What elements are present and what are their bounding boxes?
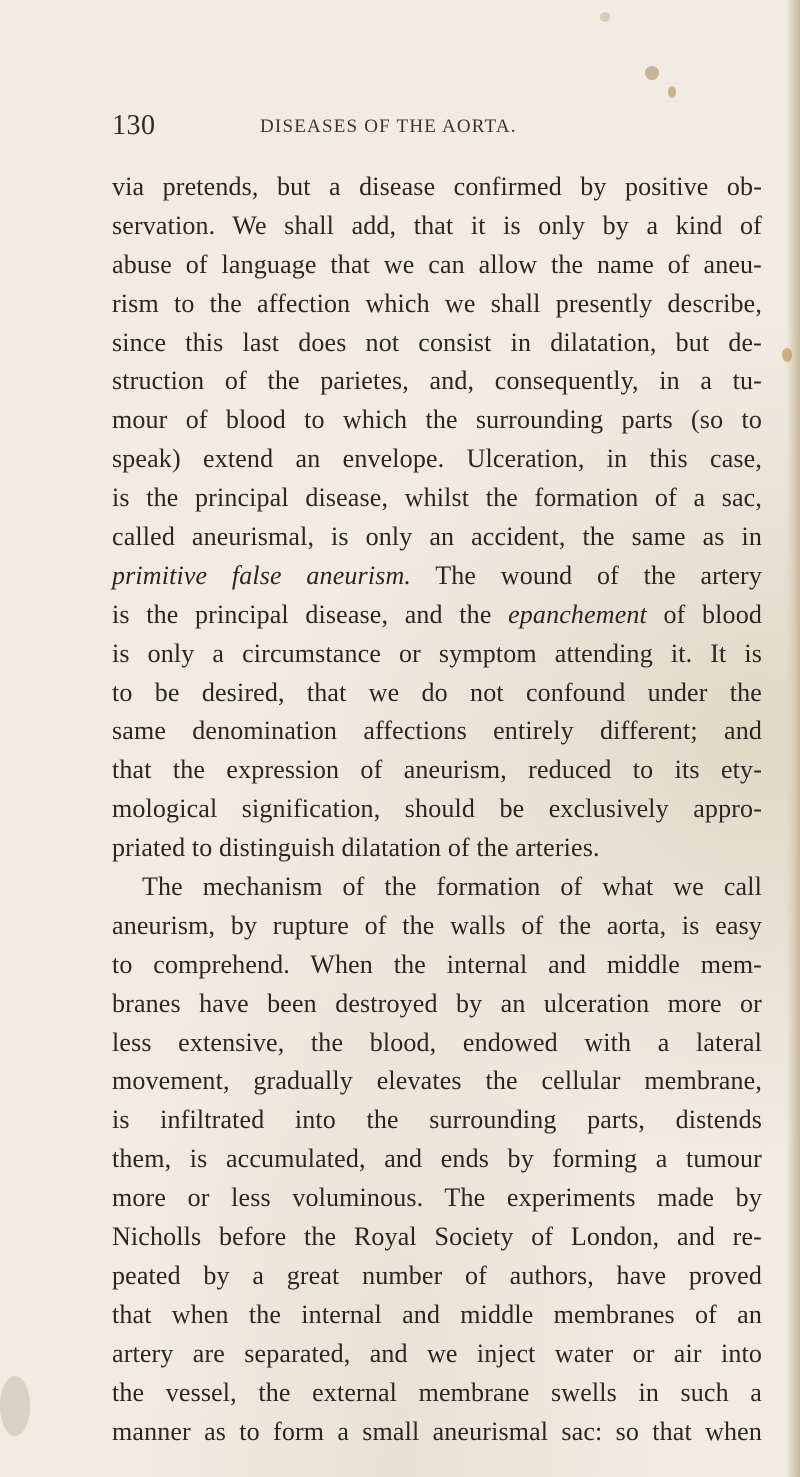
- text-fragment: The wound of the artery: [411, 560, 762, 590]
- text-line: Nicholls before the Royal Society of London, and re-: [112, 1222, 762, 1252]
- running-head: [112, 106, 752, 146]
- italic-term: epanchement: [508, 599, 647, 629]
- text-fragment: is the principal disease, and the: [112, 599, 509, 629]
- text-line: that when the internal and middle membranes of an: [112, 1299, 762, 1329]
- text-line: peated by a great number of authors, have proved: [112, 1260, 762, 1290]
- text-line: branes have been destroyed by an ulceration more or: [112, 988, 762, 1018]
- text-line: aneurism, by rupture of the walls of the aorta, is easy: [112, 910, 762, 940]
- text-line: them, is accumulated, and ends by forming a tumour: [112, 1144, 762, 1174]
- italic-term: primitive false aneurism.: [112, 560, 412, 590]
- text-line: speak) extend an envelope. Ulceration, in this case,: [112, 444, 762, 474]
- foxing-spot: [668, 86, 676, 98]
- text-line: [112, 557, 762, 596]
- text-line: more or less voluminous. The experiments made by: [112, 1183, 762, 1213]
- text-line: priated to distinguish dilatation of the arteries.: [112, 833, 600, 863]
- text-line: abuse of language that we can allow the name of aneu-: [112, 249, 762, 279]
- foxing-spot: [0, 1376, 30, 1436]
- text-line: to comprehend. When the internal and middle mem-: [112, 949, 762, 979]
- text-line: is infiltrated into the surrounding parts, distends: [112, 1105, 762, 1135]
- text-line: is the principal disease, whilst the formation of a sac,: [112, 483, 762, 513]
- text-line: that the expression of aneurism, reduced to its ety-: [112, 755, 762, 785]
- text-line: struction of the parietes, and, consequently, in a tu-: [112, 366, 762, 396]
- text-line: movement, gradually elevates the cellular membrane,: [112, 1066, 762, 1096]
- text-line: called aneurismal, is only an accident, the same as in: [112, 522, 762, 552]
- text-line: [112, 596, 762, 635]
- text-line: via pretends, but a disease confirmed by positive ob-: [112, 172, 762, 201]
- body-text: [112, 168, 762, 1451]
- page-edge-shadow: [786, 0, 800, 1477]
- text-line: artery are separated, and we inject water or air into: [112, 1338, 762, 1368]
- foxing-spot: [782, 348, 792, 362]
- text-line: servation. We shall add, that it is only by a kind of: [112, 210, 762, 240]
- text-line: is only a circumstance or symptom attending it. It is: [112, 638, 762, 668]
- page-number: 130: [112, 110, 156, 141]
- text-fragment: of blood: [646, 599, 763, 629]
- text-line: The mechanism of the formation of what we call: [142, 872, 762, 902]
- text-line: the vessel, the external membrane swells in such a: [112, 1377, 762, 1407]
- foxing-spot: [645, 66, 659, 80]
- text-line: rism to the affection which we shall presently describe,: [112, 288, 762, 318]
- foxing-spot: [600, 12, 610, 22]
- text-line: same denomination affections entirely different; and: [112, 716, 762, 746]
- text-line: mological signification, should be exclusively appro-: [112, 794, 762, 824]
- text-line: to be desired, that we do not confound under the: [112, 677, 762, 707]
- text-line: mour of blood to which the surrounding parts (so to: [112, 405, 762, 435]
- text-line: less extensive, the blood, endowed with a lateral: [112, 1027, 762, 1057]
- text-line: manner as to form a small aneurismal sac: so that when: [112, 1416, 762, 1446]
- text-line: since this last does not consist in dilatation, but de-: [112, 327, 762, 357]
- running-head-title: DISEASES OF THE AORTA.: [260, 116, 517, 137]
